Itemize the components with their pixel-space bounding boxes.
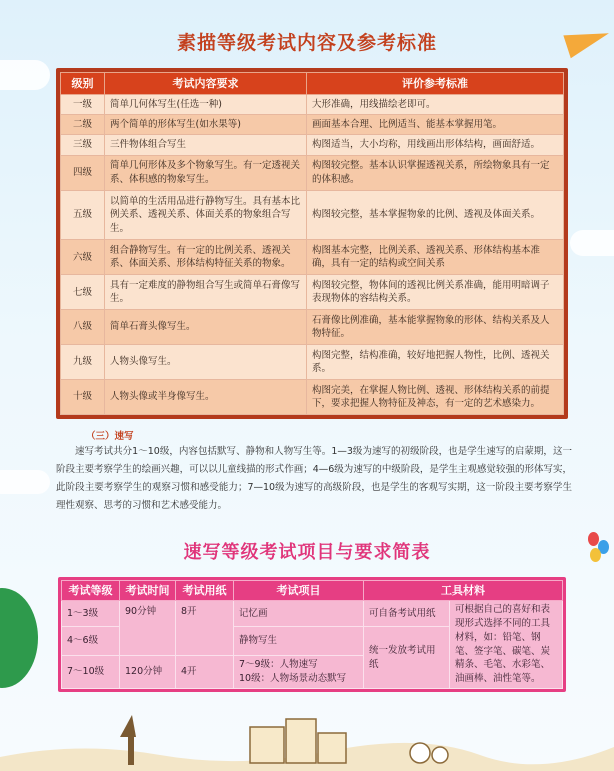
header-standard: 评价参考标准 xyxy=(307,73,564,95)
level-cell: 四级 xyxy=(61,155,105,190)
header-level: 级别 xyxy=(61,73,105,95)
standard-cell: 画面基本合理、比例适当、能基本掌握用笔。 xyxy=(307,115,564,135)
level-cell: 1～3级 xyxy=(62,601,120,627)
level-cell: 三级 xyxy=(61,135,105,155)
section-heading: （三）速写 xyxy=(86,431,134,442)
table-row xyxy=(61,190,564,240)
tool-cell: 统一发放考试用纸 xyxy=(364,627,450,689)
item-cell: 记忆画 xyxy=(234,601,364,627)
item-line: 10级：人物场景动态默写 xyxy=(239,673,347,685)
time-cell: 120分钟 xyxy=(120,656,176,689)
level-cell: 七级 xyxy=(61,275,105,310)
content-cell: 以简单的生活用品进行静物写生。具有基本比例关系、透视关系、体面关系的物象组合写生。 xyxy=(105,190,307,240)
standard-cell: 大形准确，用线描绘老即可。 xyxy=(307,95,564,115)
standard-cell: 构图较完整，基本掌握物象的比例、透视及体面关系。 xyxy=(307,190,564,240)
standard-cell: 构图完美，在掌握人物比例、透视、形体结构关系的前提下，要求把握人物特征及神态，有一定的艺术感染力。 xyxy=(307,380,564,415)
table-row xyxy=(61,310,564,345)
level-cell: 六级 xyxy=(61,240,105,275)
level-cell: 八级 xyxy=(61,310,105,345)
sandcastle-icon xyxy=(0,697,614,771)
paper-cell: 4开 xyxy=(176,656,234,689)
sketch-standards-table xyxy=(56,68,568,419)
table-row xyxy=(61,275,564,310)
header-content: 考试内容要求 xyxy=(105,73,307,95)
header-exam-item: 考试项目 xyxy=(234,581,364,601)
header-exam-time: 考试时间 xyxy=(120,581,176,601)
content-cell: 三件物体组合写生 xyxy=(105,135,307,155)
content-cell: 简单石膏头像写生。 xyxy=(105,310,307,345)
content-cell: 简单几何体写生(任选一种) xyxy=(105,95,307,115)
standard-cell: 构图较完整。基本认识掌握透视关系，所绘物象具有一定的体积感。 xyxy=(307,155,564,190)
content-cell: 人物头像写生。 xyxy=(105,345,307,380)
sketch-exam-table xyxy=(58,577,566,692)
item-line: 7～9级：人物速写 xyxy=(239,659,318,671)
cloud-decoration xyxy=(0,470,50,494)
level-cell: 九级 xyxy=(61,345,105,380)
table-row xyxy=(61,240,564,275)
section-paragraph: 速写考试共分1～10级，内容包括默写、静物和人物写生等。1—3级为速写的初级阶段，也是学生速写的启蒙期，这一阶段主要考察学生的绘画兴趣，可以以儿童线描的形式作画；4—6级为速写的中级阶段，是学生主观感觉较强的形体写实，此阶段主要考察学生的观察习惯和感受能力；7—10级为速写的高级阶段，也是学生的客观写实期，这一阶段主要考察学生理性观察、思考的习惯和艺术感受能力。 xyxy=(56,446,572,512)
tools-note-cell: 可根据自己的喜好和表现形式选择不同的工具材料，如：铅笔、钢笔、签字笔、碳笔、炭精条、毛笔、水彩笔、油画棒、油性笔等。 xyxy=(450,601,563,689)
content-cell: 人物头像或半身像写生。 xyxy=(105,380,307,415)
level-cell: 7～10级 xyxy=(62,656,120,689)
header-exam-level: 考试等级 xyxy=(62,581,120,601)
tool-cell: 可自备考试用纸 xyxy=(364,601,450,627)
standard-cell: 构图较完整，物体间的透视比例关系准确，能用明暗调子表现物体的容结构关系。 xyxy=(307,275,564,310)
cloud-decoration xyxy=(0,60,50,90)
cloud-decoration xyxy=(570,230,614,256)
table-row xyxy=(61,115,564,135)
header-exam-paper: 考试用纸 xyxy=(176,581,234,601)
table-row xyxy=(61,135,564,155)
palette-icon xyxy=(0,588,38,688)
table-row xyxy=(62,601,563,627)
level-cell: 五级 xyxy=(61,190,105,240)
time-cell: 90分钟 xyxy=(120,601,176,656)
header-tools: 工具材料 xyxy=(364,581,563,601)
level-cell: 二级 xyxy=(61,115,105,135)
table-row xyxy=(61,380,564,415)
content-cell: 简单几何形体及多个物象写生。有一定透视关系、体积感的物象写生。 xyxy=(105,155,307,190)
content-cell: 组合静物写生。有一定的比例关系、透视关系、体面关系、形体结构特征关系的物象。 xyxy=(105,240,307,275)
table-row xyxy=(61,155,564,190)
standard-cell: 构图完整，结构准确，较好地把握人物性，比例、透视关系。 xyxy=(307,345,564,380)
table2-title: 速写等级考试项目与要求简表 xyxy=(183,542,431,563)
paper-cell: 8开 xyxy=(176,601,234,656)
level-cell: 一级 xyxy=(61,95,105,115)
level-cell: 十级 xyxy=(61,380,105,415)
table1-title: 素描等级考试内容及参考标准 xyxy=(176,32,437,54)
standard-cell: 构图基本完整，比例关系、透视关系、形体结构基本准确，具有一定的结构或空间关系 xyxy=(307,240,564,275)
content-cell: 具有一定难度的静物组合写生或简单石膏像写生。 xyxy=(105,275,307,310)
standard-cell: 石膏像比例准确，基本能掌握物象的形体、结构关系及人物特征。 xyxy=(307,310,564,345)
table-row xyxy=(61,95,564,115)
content-cell: 两个简单的形体写生(如水果等) xyxy=(105,115,307,135)
item-cell: 静物写生 xyxy=(234,627,364,656)
item-cell xyxy=(234,656,364,689)
table-row xyxy=(61,345,564,380)
standard-cell: 构图适当，大小均称，用线画出形体结构，画面舒适。 xyxy=(307,135,564,155)
level-cell: 4～6级 xyxy=(62,627,120,656)
